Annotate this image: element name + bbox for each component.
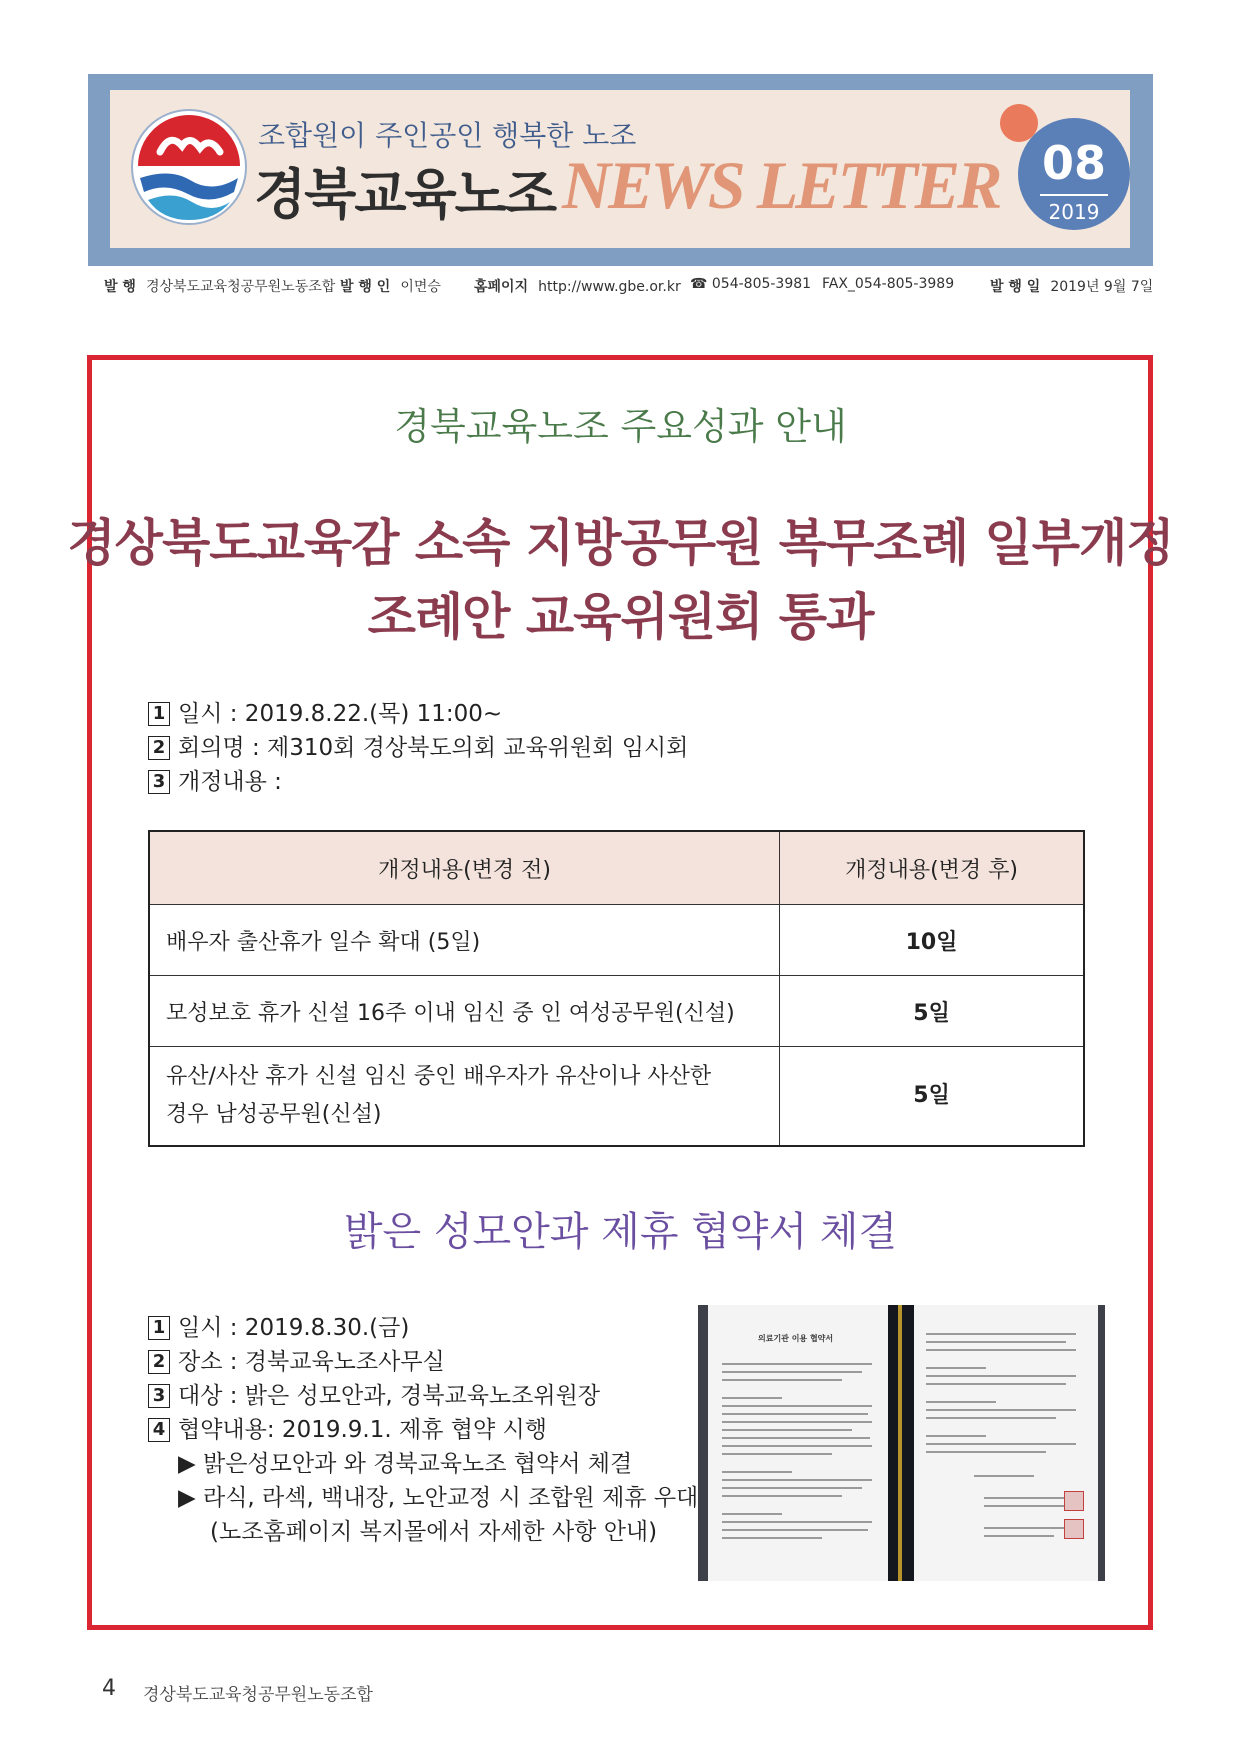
section2-items (148, 1311, 698, 1549)
newsletter-label: NEWS LETTER (562, 147, 1000, 223)
seal-stamp (1064, 1519, 1084, 1539)
info-date (990, 276, 1153, 296)
item-text: 개정내용 : (178, 769, 282, 795)
photo-doc-title: 의료기관 이용 협약서 (758, 1334, 834, 1343)
info-fax: FAX_054-805-3989 (822, 276, 955, 292)
item-number: 2 (148, 736, 170, 760)
info-publisher-value: 경상북도교육청공무원노동조합 (145, 279, 336, 295)
photo-right-page (914, 1305, 1098, 1581)
list-item (148, 1379, 698, 1413)
info-date-value: 2019년 9월 7일 (1050, 279, 1154, 295)
section1-title: 경북교육노조 주요성과 안내 (394, 405, 847, 448)
list-item (148, 765, 688, 799)
page-number: 4 (102, 1676, 116, 1701)
info-date-label: 발 행 일 (990, 279, 1041, 295)
list-item (148, 1413, 698, 1447)
revision-table (148, 830, 1085, 1147)
table-header-after: 개정내용(변경 후) (780, 831, 1084, 905)
header-slogan: 조합원이 주인공인 행복한 노조 (258, 119, 637, 152)
table-header-before: 개정내용(변경 전) (149, 831, 780, 905)
table-cell-before: 모성보호 휴가 신설 16주 이내 임신 중 인 여성공무원(신설) (149, 976, 780, 1047)
list-item (148, 697, 688, 731)
item-text: 일시 : 2019.8.30.(금) (178, 1315, 410, 1341)
section1-items (148, 697, 688, 799)
table-cell-line: 경우 남성공무원(신설) (166, 1102, 382, 1127)
section1-headline (0, 506, 1241, 654)
item-text: 협약내용: 2019.9.1. 제휴 협약 시행 (178, 1417, 547, 1443)
issue-divider (1040, 194, 1108, 196)
photo-spine-stripe (898, 1305, 902, 1581)
info-publisher-label: 발 행 (104, 279, 136, 295)
bullet-item: ▶ 라식, 라섹, 백내장, 노안교정 시 조합원 제휴 우대 (178, 1485, 699, 1511)
info-editor-value: 이면승 (400, 279, 441, 295)
bullet-item: ▶ 밝은성모안과 와 경북교육노조 협약서 체결 (178, 1451, 633, 1477)
item-number: 4 (148, 1418, 170, 1442)
item-number: 3 (148, 1384, 170, 1408)
table-row (149, 976, 1084, 1047)
table-cell-after: 5일 (780, 1047, 1084, 1147)
info-publisher (104, 276, 335, 296)
table-cell-before (149, 1047, 780, 1147)
info-editor-label: 발 행 인 (340, 279, 391, 295)
info-homepage-label: 홈페이지 (474, 279, 529, 295)
headline-line1: 경상북도교육감 소속 지방공무원 복무조례 일부개정 (67, 514, 1174, 572)
table-cell-after: 10일 (780, 905, 1084, 976)
agreement-photo (698, 1305, 1105, 1581)
item-text: 일시 : 2019.8.22.(목) 11:00~ (178, 701, 503, 727)
table-cell-after: 5일 (780, 976, 1084, 1047)
bullet-note: (노조홈페이지 복지몰에서 자세한 사항 안내) (210, 1519, 658, 1545)
table-row (149, 905, 1084, 976)
photo-left-page (708, 1305, 888, 1581)
info-phone: ☎ 054-805-3981 (690, 276, 812, 292)
union-logo (130, 108, 248, 226)
info-homepage (474, 276, 681, 296)
header-banner (88, 74, 1153, 266)
table-cell-line: 유산/사산 휴가 신설 임신 중인 배우자가 유산이나 사산한 (166, 1064, 712, 1089)
list-item (148, 731, 688, 765)
list-item (148, 1311, 698, 1345)
list-item (148, 1345, 698, 1379)
item-number: 1 (148, 1316, 170, 1340)
union-name: 경북교육노조 (254, 163, 555, 226)
headline-line2: 조례안 교육위원회 통과 (367, 588, 874, 646)
homepage-link[interactable]: http://www.gbe.or.kr (538, 279, 681, 295)
item-number: 1 (148, 702, 170, 726)
footer-org-name: 경상북도교육청공무원노동조합 (143, 1685, 373, 1705)
issue-year: 2019 (1048, 200, 1100, 224)
item-text: 회의명 : 제310회 경상북도의회 교육위원회 임시회 (178, 735, 689, 761)
item-number: 2 (148, 1350, 170, 1374)
table-cell-before: 배우자 출산휴가 일수 확대 (5일) (149, 905, 780, 976)
seal-stamp (1064, 1491, 1084, 1511)
issue-number: 08 (1041, 136, 1106, 190)
header-banner-inner (110, 90, 1130, 248)
item-text: 장소 : 경북교육노조사무실 (178, 1349, 445, 1375)
item-number: 3 (148, 770, 170, 794)
table-row (149, 1047, 1084, 1147)
info-editor (340, 276, 441, 296)
table-header-row (149, 831, 1084, 905)
section2-title: 밝은 성모안과 제휴 협약서 체결 (343, 1209, 898, 1255)
item-text: 대상 : 밝은 성모안과, 경북교육노조위원장 (178, 1383, 601, 1409)
